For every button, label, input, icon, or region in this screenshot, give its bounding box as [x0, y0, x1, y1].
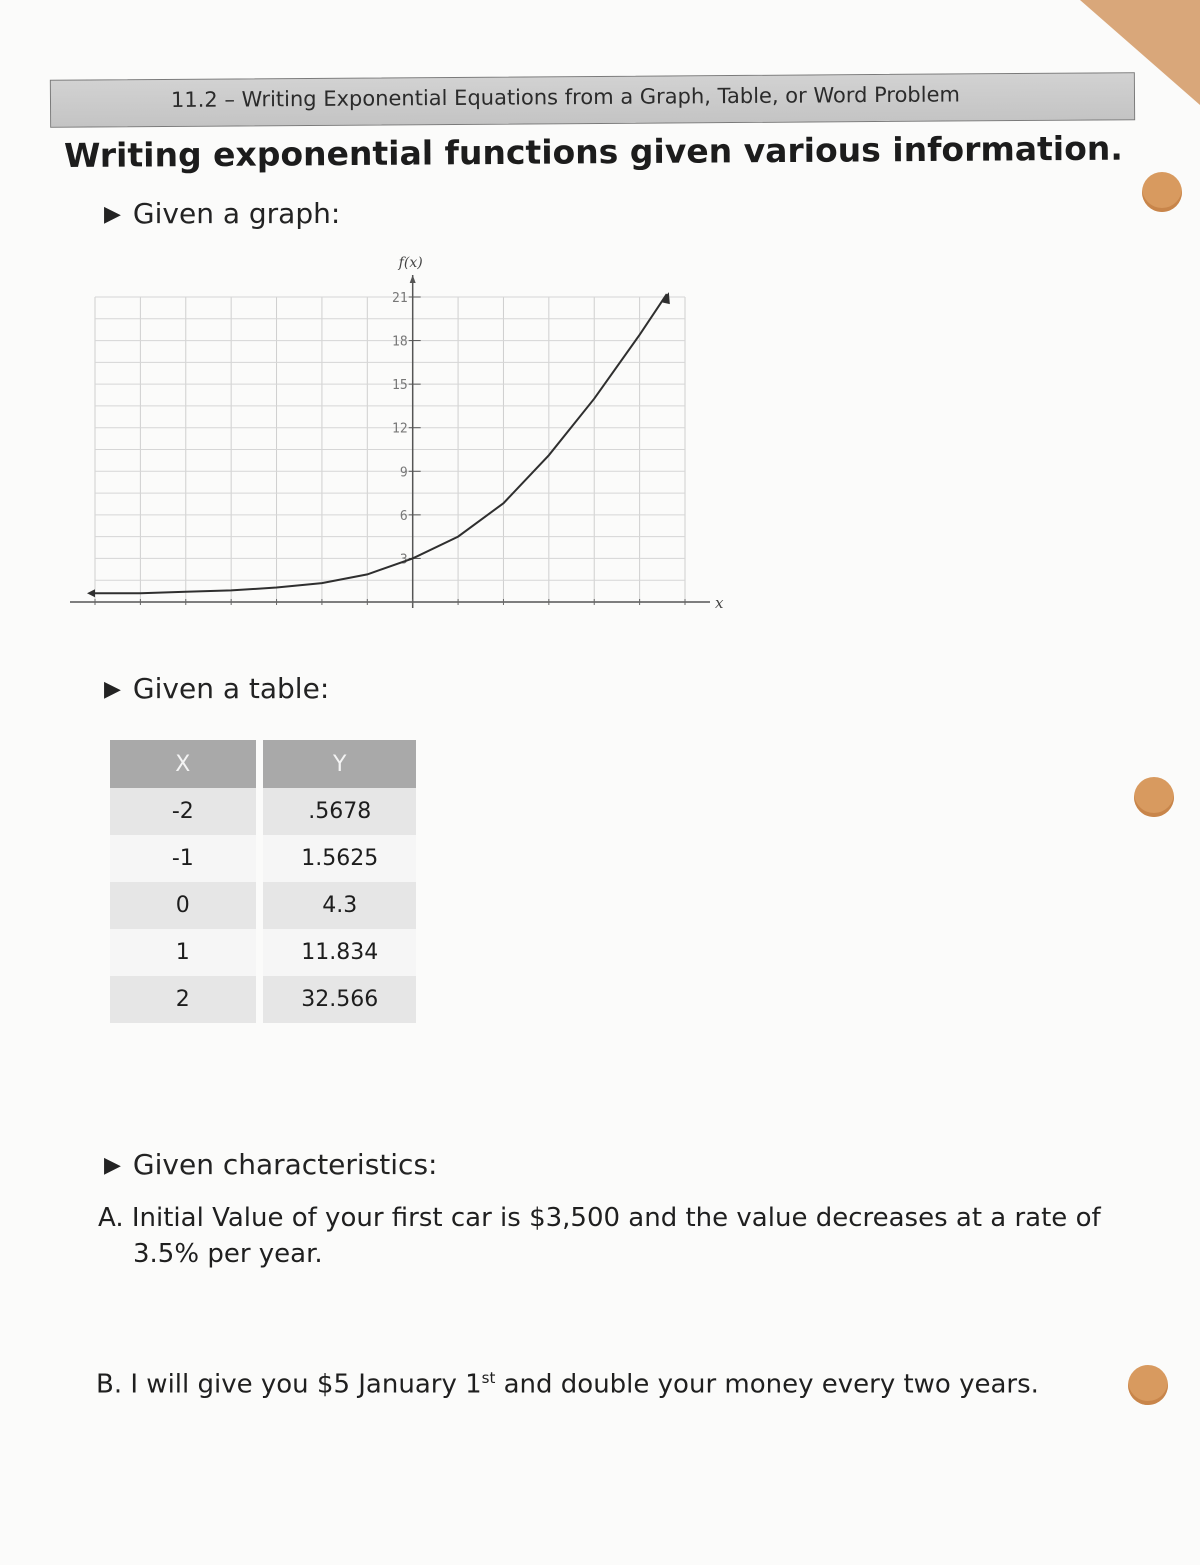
table-cell-x: -2: [110, 788, 256, 835]
table-label-text: Given a table:: [132, 672, 330, 705]
x-axis-label: x: [715, 594, 724, 612]
play-triangle-icon: ▶: [104, 677, 121, 702]
table-cell-x: 0: [110, 882, 256, 929]
y-tick-label: 21: [392, 291, 408, 306]
binder-hole: [1128, 1365, 1168, 1405]
curve-arrow-tail: [87, 589, 95, 597]
table-section-label: [104, 672, 329, 705]
problem-a-line1: A. Initial Value of your first car is $3,500 and the value decreases at a rate of: [98, 1203, 1101, 1233]
problem-b: [96, 1360, 1039, 1403]
table-row: [110, 976, 416, 1023]
exponential-curve: [95, 294, 667, 593]
exponential-graph: [60, 245, 750, 625]
problem-a-line2: 3.5% per year.: [133, 1239, 323, 1269]
xy-table: [110, 740, 416, 1023]
problem-b-superscript: st: [481, 1369, 496, 1387]
y-tick-label: 15: [392, 378, 408, 394]
graph-section-label: [104, 197, 340, 230]
problem-a: [98, 1200, 1101, 1272]
table-cell-y: .5678: [263, 788, 416, 835]
binder-hole: [1134, 777, 1174, 817]
play-triangle-icon: ▶: [104, 1153, 121, 1178]
y-axis-label: f(x): [398, 255, 423, 271]
table-cell-x: 1: [110, 929, 256, 976]
table-header-y: Y: [263, 740, 416, 788]
table-cell-x: 2: [110, 976, 256, 1023]
table-cell-x: -1: [110, 835, 256, 882]
y-tick-label: 9: [399, 465, 408, 481]
table-row: [110, 882, 416, 929]
graph-label-text: Given a graph:: [132, 197, 341, 230]
y-tick-label: 3: [399, 552, 408, 568]
table-cell-y: 1.5625: [263, 835, 416, 882]
table-cell-y: 11.834: [263, 929, 416, 976]
table-row: [110, 929, 416, 976]
y-tick-label: 6: [399, 508, 408, 524]
table-cell-y: 32.566: [263, 976, 416, 1023]
y-tick-label: 18: [392, 334, 408, 350]
table-row: [110, 835, 416, 882]
curve-arrow-head: [661, 292, 670, 304]
page-heading: Writing exponential functions given various information.: [63, 128, 1124, 175]
table-cell-y: 4.3: [263, 882, 416, 929]
binder-hole: [1142, 172, 1182, 212]
problem-b-text-start: B. I will give you $5 January 1: [96, 1369, 482, 1400]
play-triangle-icon: ▶: [104, 202, 121, 227]
table-header-x: X: [110, 740, 256, 788]
table-row: [110, 788, 416, 835]
header-bar: [50, 72, 1135, 128]
characteristics-label-text: Given characteristics:: [132, 1148, 438, 1181]
header-title: 11.2 – Writing Exponential Equations from a Graph, Table, or Word Problem: [170, 82, 960, 112]
problem-b-text-end: and double your money every two years.: [495, 1369, 1039, 1400]
y-tick-label: 12: [392, 421, 408, 437]
y-axis-arrow: [410, 275, 416, 283]
characteristics-section-label: [104, 1148, 437, 1181]
